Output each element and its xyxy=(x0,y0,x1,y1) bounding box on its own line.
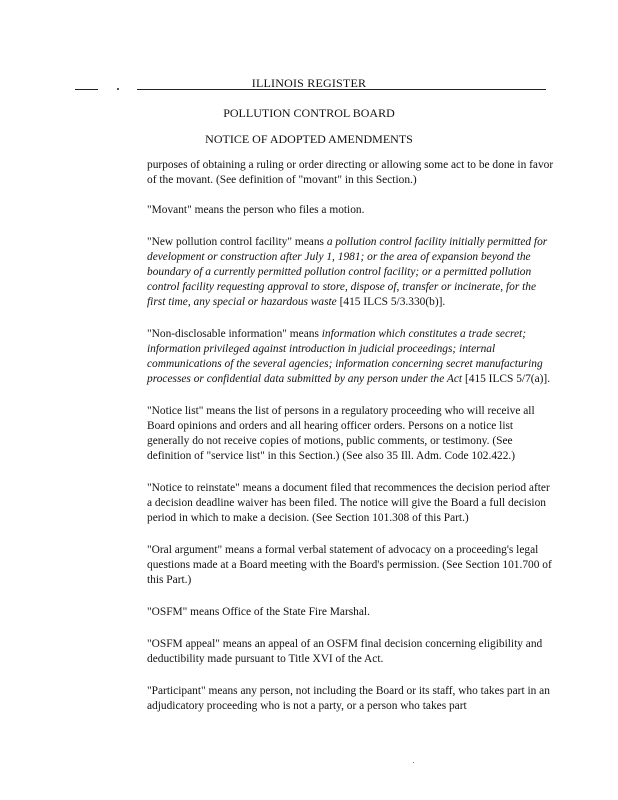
document-body xyxy=(147,158,557,714)
definition-lead: "Non-disclosable information" means xyxy=(147,328,322,340)
definition-participant: "Participant" means any person, not including the Board or its staff, who takes part in an adjudicatory proceeding who is not a party, or a person who takes part xyxy=(147,685,550,712)
definition-notice-to-reinstate: "Notice to reinstate" means a document filed that recommences the decision period after a decision deadline waiver has been filed. The notice will give the Board a full decision period in which to make a decision. (See Section 101.308 of this Part.) xyxy=(147,482,550,524)
definition-lead: "New pollution control facility" means xyxy=(147,236,327,248)
definition-non-disclosable-information xyxy=(147,327,557,387)
definition-oral-argument: "Oral argument" means a formal verbal statement of advocacy on a proceeding's legal questions made at a Board meeting with the Board's permission. (See Section 101.700 of this Part.) xyxy=(147,544,552,586)
statutory-quote: a pollution control facility initially permitted for development or construction after July 1, 1981; or the area of expansion beyond the boundary of a currently permitted pollution control facility; or a permitted pollution control facility requesting approval to store, dispose of, transfer or incinerate, for the first time, any special or hazardous waste xyxy=(147,236,548,308)
notice-title: NOTICE OF ADOPTED AMENDMENTS xyxy=(205,132,413,146)
definition-osfm-appeal: "OSFM appeal" means an appeal of an OSFM final decision concerning eligibility and deductibility made pursuant to Title XVI of the Act. xyxy=(147,638,543,665)
citation: [415 ILCS 5/3.330(b)]. xyxy=(336,296,446,308)
definition-osfm: "OSFM" means Office of the State Fire Marshal. xyxy=(147,606,370,618)
definition-notice-list: "Notice list" means the list of persons in a regulatory proceeding who will receive all Board opinions and orders and all hearing officer orders. Persons on a notice list generally do not receive copies of motions, public comments, or testimony. (See definition of "service list" in this Section.) (See also 35 Ill. Adm. Code 102.422.) xyxy=(147,405,535,462)
board-name: POLLUTION CONTROL BOARD xyxy=(223,106,395,120)
definition-movant: "Movant" means the person who files a motion. xyxy=(147,204,365,216)
statutory-quote: information which constitutes a trade secret; information privileged against introduction in judicial proceedings; internal communications of the several agencies; information concerning secret manufacturing processes or confidential data submitted by any person under the Act xyxy=(147,328,543,385)
definition-new-pollution-control-facility xyxy=(147,235,557,310)
citation: [415 ILCS 5/7(a)]. xyxy=(462,373,551,385)
register-title: ILLINOIS REGISTER xyxy=(251,76,367,90)
paragraph-continuation: purposes of obtaining a ruling or order directing or allowing some act to be done in favor of the movant. (See definition of "movant" in this Section.) xyxy=(147,159,554,186)
footer-mark xyxy=(413,762,414,763)
